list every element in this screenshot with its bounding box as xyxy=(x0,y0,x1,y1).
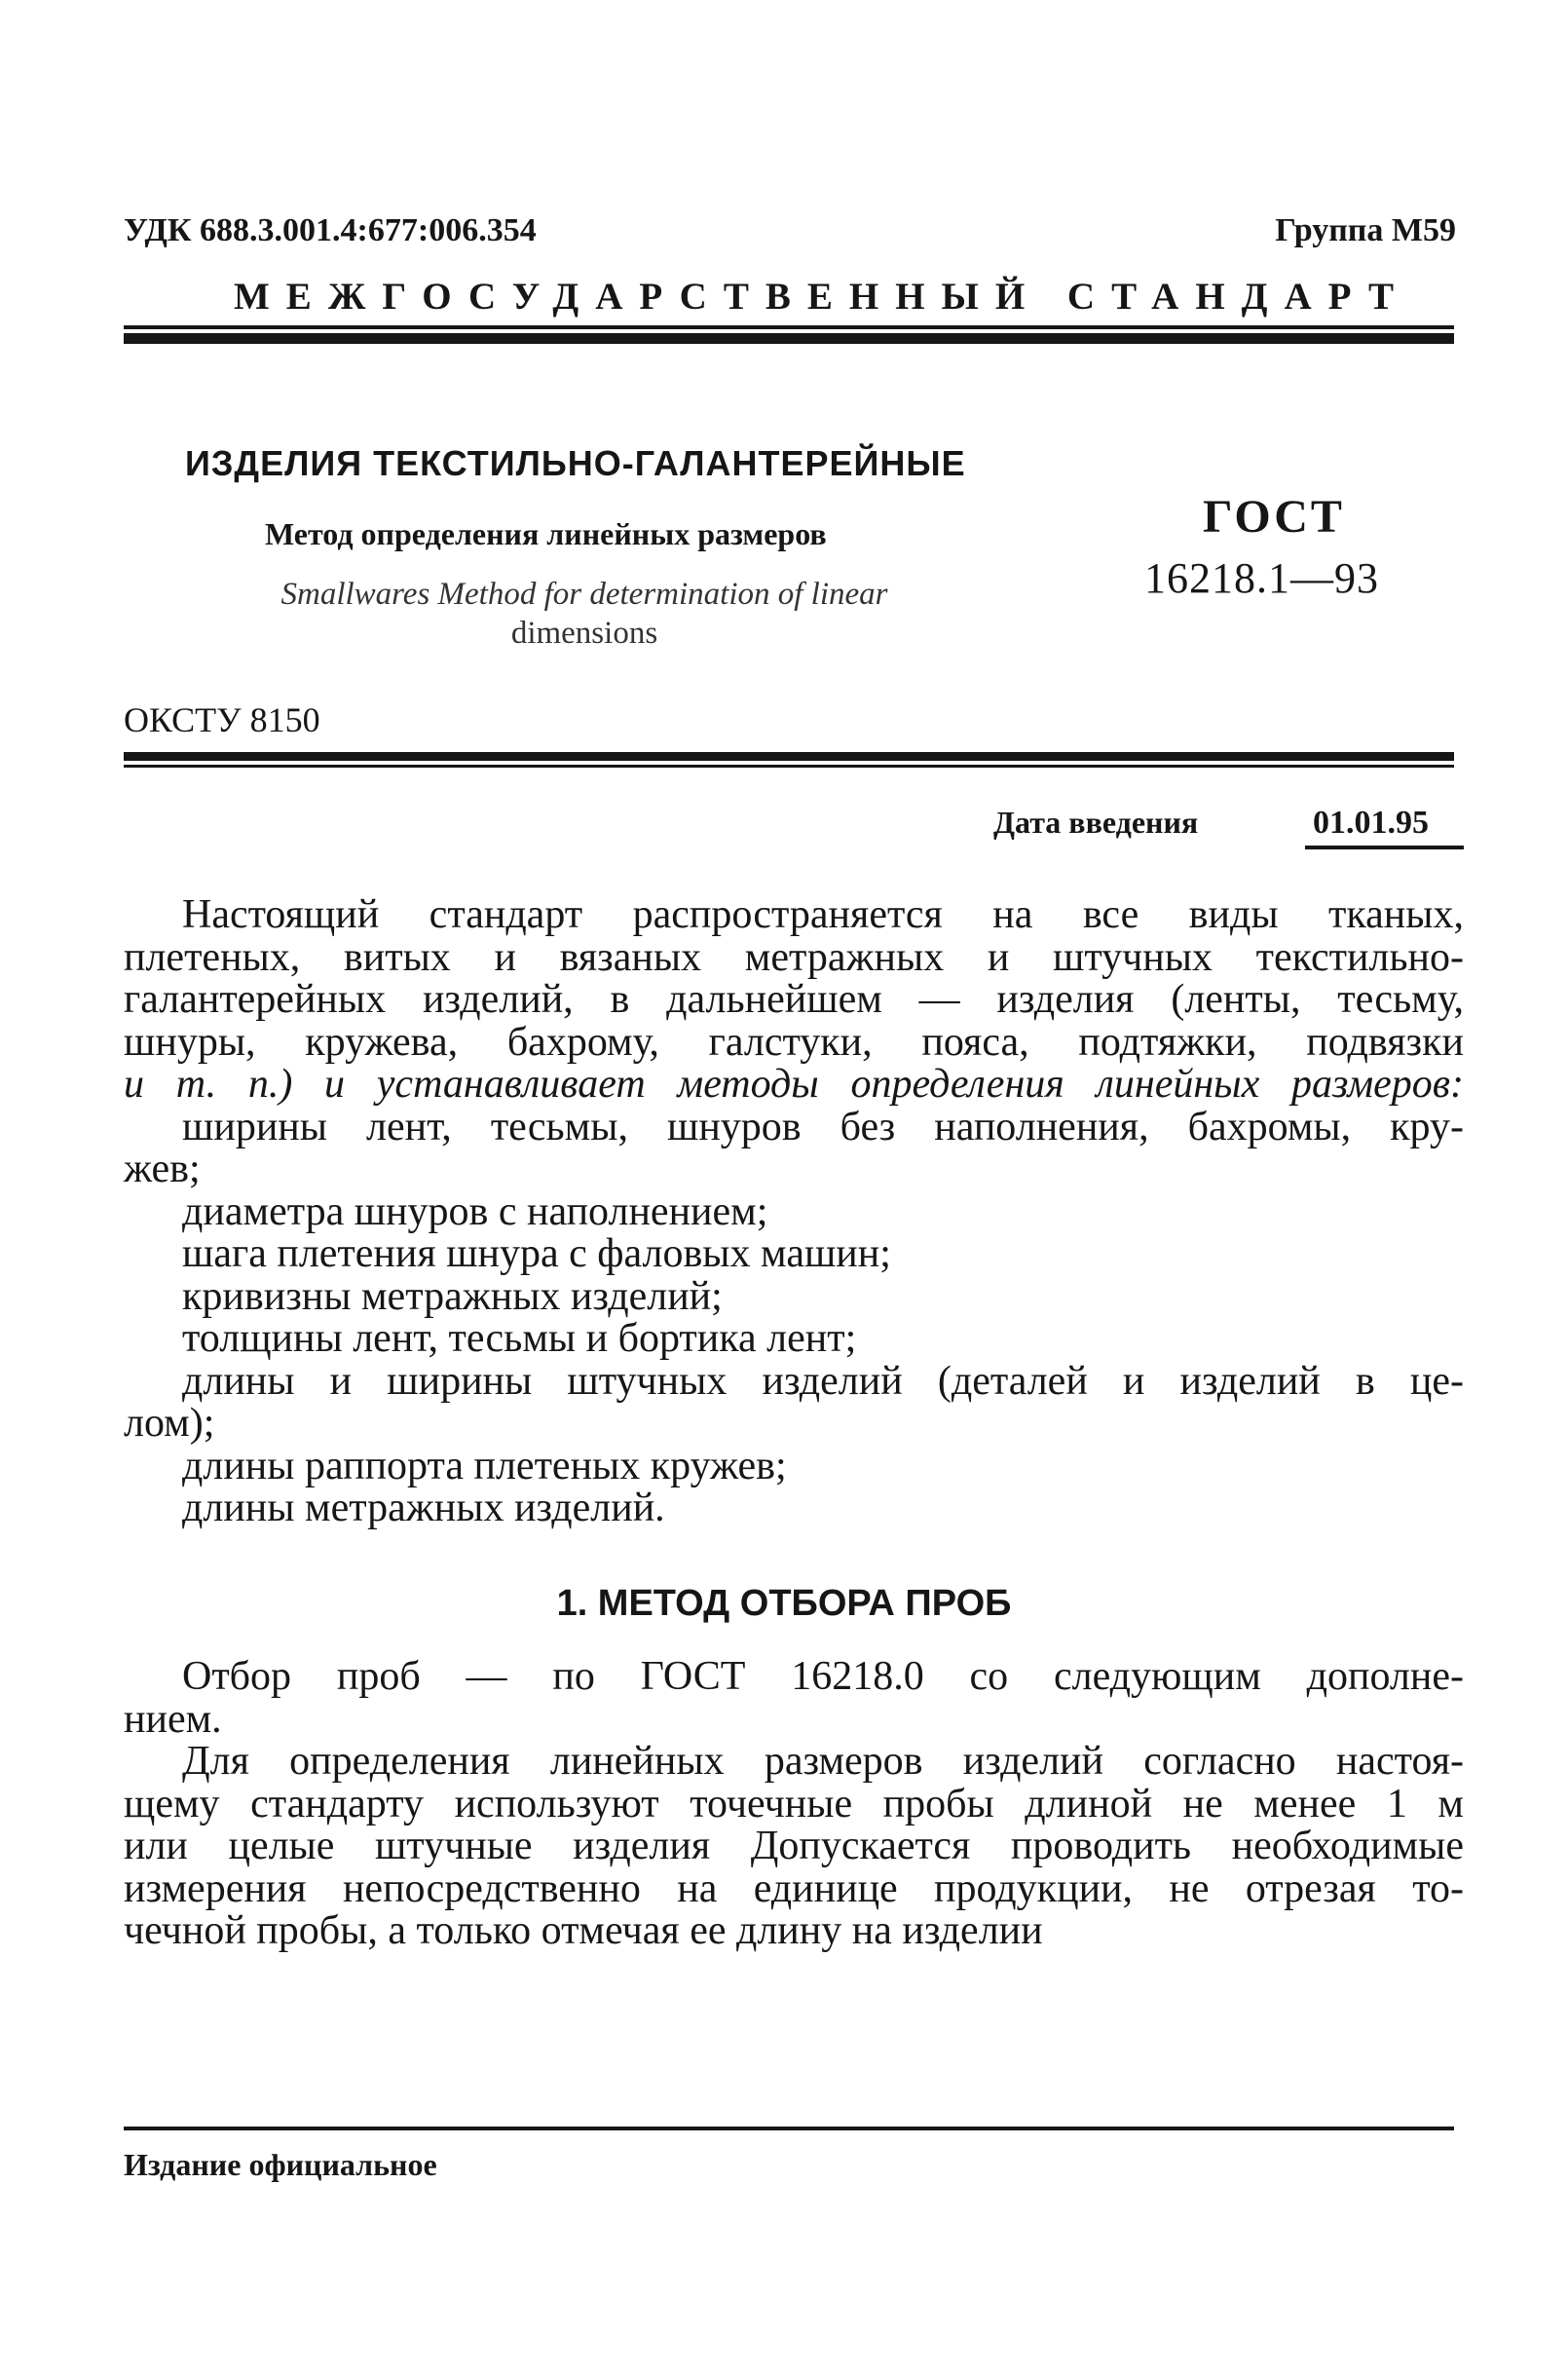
section-line: или целые штучные изделия Допускается проводить необходимые xyxy=(124,1824,1464,1868)
body-line: плетеных, витых и вязаных метражных и штучных текстильно- xyxy=(124,934,1464,980)
section-line: щему стандарту используют точечные пробы длиной не менее 1 м xyxy=(124,1781,1464,1826)
scope-text xyxy=(124,894,1464,1530)
section-line: Отбор проб — по ГОСТ 16218.0 со следующим дополне- xyxy=(182,1654,1464,1699)
header-rule-thick xyxy=(124,333,1454,344)
list-item: длины раппорта плетеных кружев; xyxy=(182,1443,787,1488)
method-title: Метод определения линейных размеров xyxy=(265,516,827,551)
introduction-date-label: Дата введения xyxy=(993,805,1199,840)
date-underline xyxy=(1305,846,1464,849)
list-item: длины и ширины штучных изделий (деталей и изделий в це- xyxy=(182,1358,1464,1404)
list-item: диаметра шнуров с наполнением; xyxy=(182,1188,768,1234)
okstu-code: ОКСТУ 8150 xyxy=(124,700,320,739)
list-item: ширины лент, тесьмы, шнуров без наполнения, бахромы, кру- xyxy=(182,1104,1464,1149)
title-rule-thin xyxy=(124,765,1454,768)
list-item-continuation: жев; xyxy=(124,1147,201,1191)
body-line: шнуры, кружева, бахрому, галстуки, пояса, подтяжки, подвязки xyxy=(124,1019,1464,1065)
introduction-date-value: 01.01.95 xyxy=(1313,805,1429,841)
product-title: ИЗДЕЛИЯ ТЕКСТИЛЬНО-ГАЛАНТЕРЕЙНЫЕ xyxy=(185,443,966,483)
list-item: длины метражных изделий. xyxy=(182,1486,665,1530)
gost-label: ГОСТ xyxy=(1203,491,1345,543)
section-heading: 1. МЕТОД ОТБОРА ПРОБ xyxy=(556,1583,1012,1624)
section-text xyxy=(124,1656,1464,1953)
english-title-line2: dimensions xyxy=(510,616,658,651)
section-line: нием. xyxy=(124,1696,222,1742)
list-item: кривизны метражных изделий; xyxy=(182,1273,723,1319)
title-rule-thick xyxy=(124,752,1454,761)
section-line: чечной пробы, а только отмечая ее длину на изделии xyxy=(124,1908,1043,1953)
list-item: толщины лент, тесьмы и бортика лент; xyxy=(182,1316,857,1361)
body-line: и т. п.) и устанавливает методы определения линейных размеров: xyxy=(124,1062,1464,1107)
header-rule-thin xyxy=(124,325,1454,329)
list-item: шага плетения шнура с фаловых машин; xyxy=(182,1231,891,1276)
section-line: Для определения линейных размеров изделий согласно настоя- xyxy=(182,1739,1464,1784)
list-item-continuation: лом); xyxy=(124,1401,215,1446)
english-title xyxy=(195,575,974,653)
footer-rule xyxy=(124,2127,1454,2130)
official-edition-label: Издание официальное xyxy=(124,2147,437,2182)
udk-code: УДК 688.3.001.4:677:006.354 xyxy=(124,212,537,248)
interstate-standard-heading: МЕЖГОСУДАРСТВЕННЫЙ СТАНДАРТ xyxy=(234,276,1410,318)
group-code: Группа М59 xyxy=(1275,212,1456,248)
body-line: Настоящий стандарт распространяется на все виды тканых, xyxy=(182,892,1464,937)
section-line: измерения непосредственно на единице продукции, не отрезая то- xyxy=(124,1865,1464,1911)
gost-number: 16218.1—93 xyxy=(1144,554,1379,602)
english-title-line1: Smallwares Method for determination of linear xyxy=(280,577,888,612)
body-line: галантерейных изделий, в дальнейшем — изделия (ленты, тесьму, xyxy=(124,977,1464,1022)
